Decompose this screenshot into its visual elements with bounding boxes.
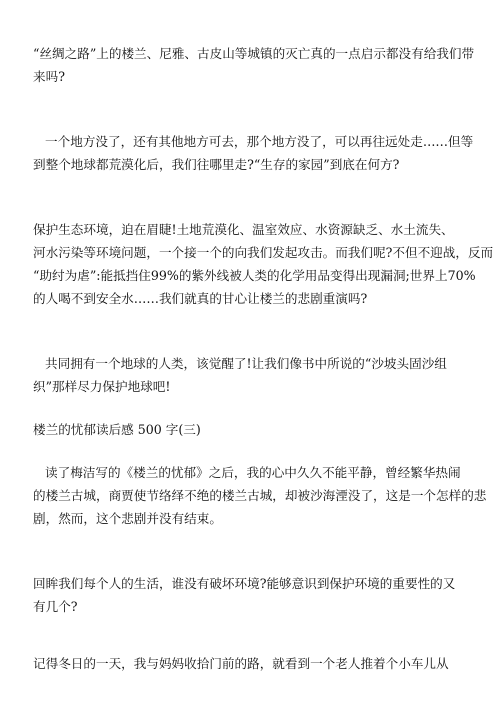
text-line: 有几个? [33,599,78,614]
paragraph-winter-day [33,652,469,675]
paragraph-silk-road [33,42,475,88]
paragraph-after-reading [33,461,487,530]
text-line: 来吗? [33,69,65,84]
paragraph-daily-life [33,572,469,618]
text-line: 保护生态环境，迫在眉睫!土地荒漠化、温室效应、水资源缺乏、水土流失、 [33,222,454,237]
text-line: 到整个地球都荒漠化后，我们往哪里走?“生存的家园”到底在何方? [33,157,400,172]
text-line: “丝绸之路”上的楼兰、尼雅、古皮山等城镇的灭亡真的一点启示都没有给我们带 [33,46,475,61]
text-line: 剧，然而，这个悲剧并没有结束。 [33,511,222,526]
text-line: 共同拥有一个地球的人类，该觉醒了!让我们像书中所说的“沙坡头固沙组 [45,356,447,371]
paragraph-humanity-awaken [33,352,469,398]
text-line: 的楼兰古城，商贾使节络绎不绝的楼兰古城，却被沙海湮没了，这是一个怎样的悲 [33,488,487,503]
text-line: 一个地方没了，还有其他地方可去，那个地方没了，可以再往远处走……但等 [45,134,474,149]
text-line: 的人喝不到安全水……我们就真的甘心让楼兰的悲剧重演吗? [33,291,368,306]
paragraph-where-to-go [33,130,474,176]
section-heading: 楼兰的忧郁读后感 500 字(三) [33,422,201,437]
text-line: 记得冬日的一天，我与妈妈收拾门前的路，就看到一个老人推着个小车儿从 [33,656,449,671]
text-line: 读了梅洁写的《楼兰的忧郁》之后，我的心中久久不能平静，曾经繁华热闹 [45,465,461,480]
text-line: 河水污染等环境问题，一个接一个的向我们发起攻击。而我们呢?不但不迎战，反而 [33,245,494,260]
text-line: “助纣为虐”:能抵挡住99%的紫外线被人类的化学用品变得出现漏洞;世界上70% [33,268,476,283]
text-line: 回眸我们每个人的生活，谁没有破坏环境?能够意识到保护环境的重要性的又 [33,576,456,591]
paragraph-protect-ecology [33,218,494,310]
text-line: 织”那样尽力保护地球吧! [33,379,171,394]
